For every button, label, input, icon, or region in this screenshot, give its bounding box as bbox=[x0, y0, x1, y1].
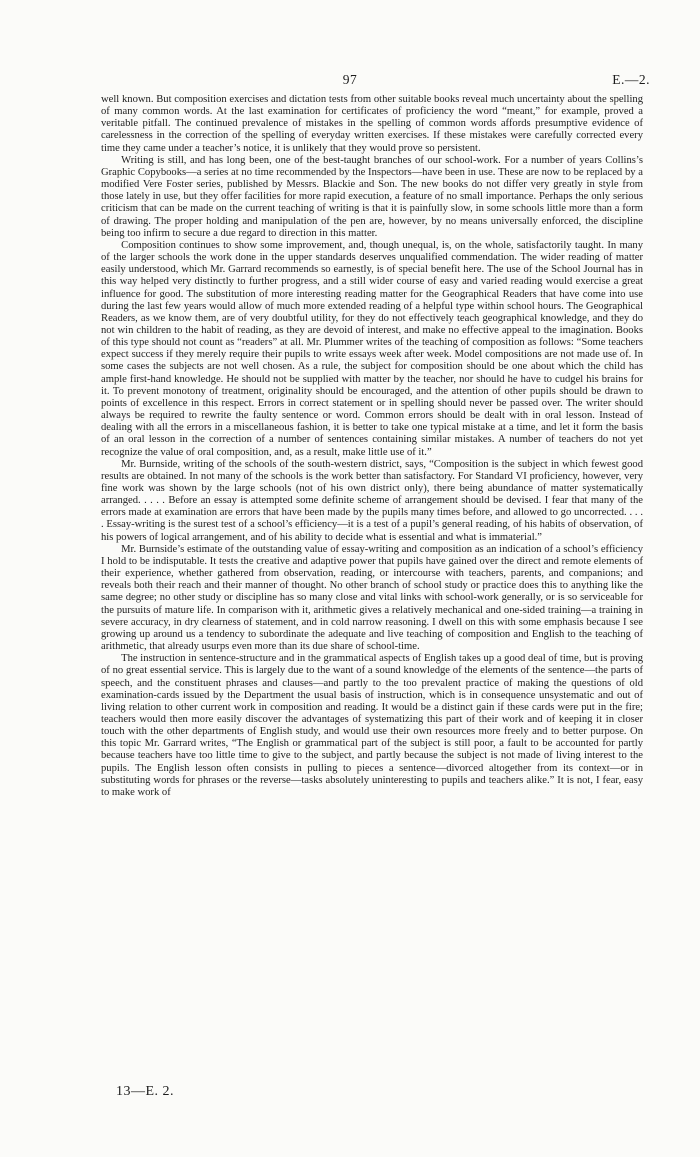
page-reference: E.—2. bbox=[612, 72, 650, 87]
signature-mark: 13—E. 2. bbox=[116, 1084, 175, 1099]
paragraph-spelling: well known. But composition exercises and dictation tests from other suitable books reveal much uncertainty about the spelling of many common words. At the last examination for certificates of proficiency the word “meant,” for example, proved a veritable pitfall. The continued prevalence of mistakes in the spelling of common words affords presumptive evidence of carelessness in the correction of the spelling of everyday written exercises. If these mistakes were carefully corrected every time they came under a teacher’s notice, it is unlikely that they would prove so persistent. bbox=[101, 94, 643, 154]
page-number: 97 bbox=[342, 72, 358, 87]
paragraph-composition: Composition continues to show some improvement, and, though unequal, is, on the whole, satisfactorily taught. In many of the larger schools the work done in the upper standards deserves unqualified commendation. The wider reading of matter easily understood, which Mr. Garrard recommends so earnestly, is of special benefit here. The use of the School Journal has in this way helped very distinctly to further progress, and a still wider course of easy and varied reading would exercise a great influence for good. The substitution of more interesting reading matter for the Geographical Readers that have come into use during the last few years would allow of much more extended reading of a helpful type within school hours. The Geographical Readers, as we know them, are of very doubtful utility, for they do not effectively teach geographical knowledge, and they do not win children to the habit of reading, as they are devoid of interest, and make no effective appeal to the imagination. Books of this type should not count as “readers” at all. Mr. Plummer writes of the teaching of composition as follows: “Some teachers expect success if they merely require their pupils to write essays week after week. Model compositions are not made use of. In some cases the subjects are not well chosen. As a rule, the subject for composition should be one about which the child has ample first-hand knowledge. He should not be supplied with matter by the teacher, nor should he have to cudgel his brains for it. To prevent monotony of treatment, originality should be encouraged, and the attention of other pupils should be drawn to points of excellence in this respect. Errors in correct statement or in spelling should never be passed over. The writer should always be required to rewrite the faulty sentence or word. Common errors should be dealt with in oral lesson. Instead of dealing with all the errors in a miscellaneous fashion, it is better to take one typical mistake at a time, and let it form the basis of an oral lesson in the correction of a number of sentences containing similar mistakes. A number of teachers do not yet recognize the value of oral composition, and, as a result, make little use of it.” bbox=[101, 239, 643, 458]
paragraph-sentence-structure: The instruction in sentence-structure and in the grammatical aspects of English takes up a good deal of time, but is proving of no great essential service. This is largely due to the want of a sound knowledge of the elements of the sentence—the parts of speech, and the constituent phrases and clauses—and partly to the too prevalent practice of making the questions of old examination-cards issued by the Department the usual basis of instruction, which is in consequence unsystematic and out of living relation to other current work in composition and reading. It would be a distinct gain if these cards were put in the fire; teachers would then more easily discover the advantages of systematizing this part of their work and of keeping it in closer touch with the other departments of English study, and would use their own resources more freely and to better purpose. On this topic Mr. Garrard writes, “The English or grammatical part of the subject is still poor, a fault to be accounted for partly because teachers have too little time to give to the subject, and partly because the subject is not made of living interest to the pupils. The English lesson often consists in pulling to pieces a sentence—divorced altogether from its context—or in substituting words for phrases or the reverse—tasks absolutely uninteresting to pupils and teachers alike.” It is not, I fear, easy to make work of bbox=[101, 653, 643, 798]
paragraph-burnside-estimate: Mr. Burnside’s estimate of the outstanding value of essay-writing and composition as an indication of a school’s efficiency I hold to be indisputable. It tests the creative and adaptive power that pupils have gained over the direct and remote elements of their experience, whether gathered from observation, reading, or intercourse with teachers, parents, and companions; and reveals both their reach and their manner of thought. No other branch of school study or practice does this to anything like the same degree; no other study or discipline has so many close and vital links with school-work generally, or is so serviceable for the pursuits of mature life. In comparison with it, arithmetic gives a relatively mechanical and one-sided training—a training in severe accuracy, in dry clearness of statement, and in cold narrow reasoning. I dwell on this with some emphasis because I see growing up around us a tendency to subordinate the adequate and live teaching of composition and English to the teaching of arithmetic, that already usurps even more than its due share of school-time. bbox=[101, 543, 643, 653]
body-text bbox=[101, 94, 643, 799]
paragraph-burnside-quote: Mr. Burnside, writing of the schools of the south-western district, says, “Composition is the subject in which fewest good results are obtained. In not many of the schools is the work better than satisfactory. For Standard VI proficiency, however, very fine work was shown by the large schools (not of his own district only), there being abundance of matter systematically arranged. . . . . Before an essay is attempted some definite scheme of arrangement should be devised. I fear that many of the errors made at examination are errors that have been made by the pupils many times before, and allowed to go uncorrected. . . . . Essay-writing is the surest test of a school’s efficiency—it is a test of a pupil’s general reading, of his habits of observation, of his powers of logical arrangement, and of his ability to decide what is essential and what is immaterial.” bbox=[101, 458, 643, 543]
paragraph-writing: Writing is still, and has long been, one of the best-taught branches of our school-work. For a number of years Collins’s Graphic Copybooks—a series at no time recommended by the Inspectors—have been in use. These are now to be replaced by a modified Vere Foster series, published by Messrs. Blackie and Son. The new books do not differ very greatly in style from those lately in use, but they offer facilities for more rapid execution, a feature of no small importance. Perhaps the only serious criticism that can be made on the current teaching of writing is that it is painfully slow, in some schools little more than a form of drawing. The proper holding and manipulation of the pen are, however, by no means universally enforced, the discipline being too infirm to secure a due regard to direction in this matter. bbox=[101, 154, 643, 239]
